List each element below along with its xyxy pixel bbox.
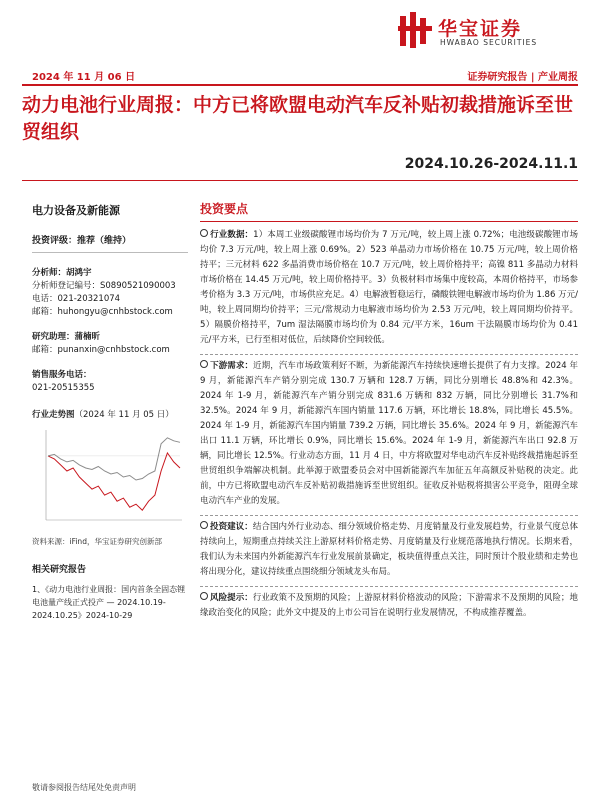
- logo-mark-icon: [398, 12, 432, 48]
- paragraph-heading: 风险提示：: [210, 593, 253, 603]
- trend-chart: [32, 424, 188, 530]
- bullet-icon: [200, 360, 208, 368]
- assistant-name: 研究助理：蒲楠昕: [32, 332, 101, 342]
- paragraph-divider: [200, 354, 578, 355]
- company-logo: [398, 12, 588, 50]
- logo-en-text: HWABAO SECURITIES: [440, 38, 538, 47]
- sales-title: 销售服务电话：: [32, 370, 92, 380]
- paragraph-heading: 行业数据：: [210, 230, 254, 240]
- title-divider: [22, 180, 578, 181]
- key-points-title: 投资要点: [200, 202, 249, 216]
- related-report-item: 1、《动力电池行业周报：国内首条全固态锂电池量产线正式投产 — 2024.10.19-2024.10.25》2024-10-29: [32, 585, 186, 620]
- paragraph-divider: [200, 586, 578, 587]
- analyst-phone: 电话：021-20321074: [32, 294, 121, 304]
- key-points-divider: [200, 221, 578, 222]
- investment-advice-paragraph: [200, 520, 578, 580]
- chart-title-row: [32, 409, 188, 422]
- assistant-email: 邮箱：punanxin@cnhbstock.com: [32, 345, 170, 355]
- report-period: 2024.10.26-2024.11.1: [404, 156, 578, 172]
- chart-title: 行业走势图: [32, 410, 75, 420]
- industry-data-paragraph: [200, 228, 578, 348]
- bullet-icon: [200, 521, 208, 529]
- downstream-demand-paragraph: [200, 359, 578, 509]
- key-points-section: [200, 200, 578, 621]
- analyst-email: 邮箱：huhongyu@cnhbstock.com: [32, 307, 173, 317]
- chart-source: 资料来源：iFind，华宝证券研究创新部: [32, 537, 162, 546]
- bullet-icon: [200, 592, 208, 600]
- analyst-name: 分析师：胡鸿宇: [32, 268, 92, 278]
- sidebar-divider: [32, 252, 188, 253]
- header-divider: [22, 84, 578, 86]
- paragraph-text: 1）本周工业级碳酸锂市场均价为 7 万元/吨，较上周上涨 0.72%；电池级碳酸锂市场均价 7.3 万元/吨，较上周上涨 0.69%。2）523 单晶动力市场价格在 10.75 万元/吨，较上周价格持平；三元材料 622 多晶消费市场价格在 10.7 万元/吨，较上周价格持平；高镍 811 多晶动力材料市场价格在 14.45 万元/吨，较上周价格持平。3）负极材料市场集中度较高，本周价格持平，市场参考价格为 3.3 万元/吨，市场供应充足。4）电解液暂稳运行，磷酸铁锂电解液市场均价为 1.86 万元/吨，较上周同期均价持平；三元/常规动力电解液市场均价为 2.53 万元/吨，较上周同期均价持平。5）隔膜价格持平，7um 湿法隔膜市场均价为 0.84 元/平方米，16um 干法隔膜市场均价为 0.41 元/平方米，已行至相对低位，后续降价空间较低。: [200, 230, 579, 345]
- paragraph-divider: [200, 515, 578, 516]
- report-type: 证券研究报告 | 产业周报: [467, 72, 578, 83]
- page-title: 动力电池行业周报：中方已将欧盟电动汽车反补贴初裁措施诉至世贸组织: [22, 94, 574, 143]
- related-reports-title: 相关研究报告: [32, 565, 87, 575]
- report-date: 2024 年 11 月 06 日: [32, 72, 136, 83]
- bullet-icon: [200, 229, 208, 237]
- paragraph-text: 结合国内外行业动态、细分领域价格走势、月度销量及行业发展趋势，行业景气度总体持续向上，短期重点持续关注上游原材料价格走势、月度销量及行业规范落地执行情况。长期来看，我们认为未来国内外新能源汽车行业发展前景确定，板块值得重点关注，同时预计个股业绩和走势也将出现分化，建议持续重点围绕细分领域龙头布局。: [200, 522, 578, 577]
- logo-cn-text: 华宝证券: [438, 18, 523, 40]
- paragraph-heading: 下游需求：: [210, 361, 254, 371]
- paragraph-text: 近期，汽车市场政策利好不断，为新能源汽车持续快速增长提供了有力支撑。2024 年 9 月，新能源汽车产销分别完成 130.7 万辆和 128.7 万辆，同比分别增长 48.8%和 42.3%。2024 年 1-9 月，新能源汽车产销分别完成 831.6 万辆和 832 万辆，同比分别增长 31.7%和 32.5%。2024 年 9 月，新能源汽车国内销量 117.6 万辆，环比增长 18.8%，同比增长 45.5%。2024 年 1-9 月，新能源汽车国内销量 739.2 万辆，同比增长 35.6%。2024 年 9 月，新能源汽车出口 11.1 万辆，环比增长 0.9%，同比增长 15.6%。2024 年 1-9 月，新能源汽车出口 92.8 万辆，同比增长 12.5%。行业动态方面，11 月 4 日，中方将欧盟对华电动汽车反补贴终裁措施起诉至世贸组织争端解决机制。此举源于欧盟委员会对中国新能源汽车加征五年高额反补贴税的决定。此前，中方已将欧盟电动汽车反补贴初裁措施诉至世贸组织。征收反补贴税将损害公平竞争，阻碍全球电动汽车产业的发展。: [200, 361, 578, 506]
- disclaimer-footer: 敬请参阅报告结尾处免责声明: [32, 783, 136, 792]
- investment-rating: 投资评级：推荐（维持）: [32, 236, 132, 246]
- chart-date: （2024 年 11 月 05 日）: [74, 410, 174, 420]
- sales-phone: 021-20515355: [32, 383, 95, 393]
- paragraph-heading: 投资建议：: [210, 522, 253, 532]
- left-sidebar: [32, 190, 188, 622]
- sector-name: 电力设备及新能源: [32, 204, 120, 217]
- risk-warning-paragraph: [200, 591, 578, 621]
- paragraph-text: 行业政策不及预期的风险；上游原材料价格波动的风险；下游需求不及预期的风险；地缘政治变化的风险；此外文中提及的上市公司旨在说明行业发展情况，不构成推荐覆盖。: [200, 593, 578, 618]
- analyst-cert: 分析师登记编号：S0890521090003: [32, 281, 176, 291]
